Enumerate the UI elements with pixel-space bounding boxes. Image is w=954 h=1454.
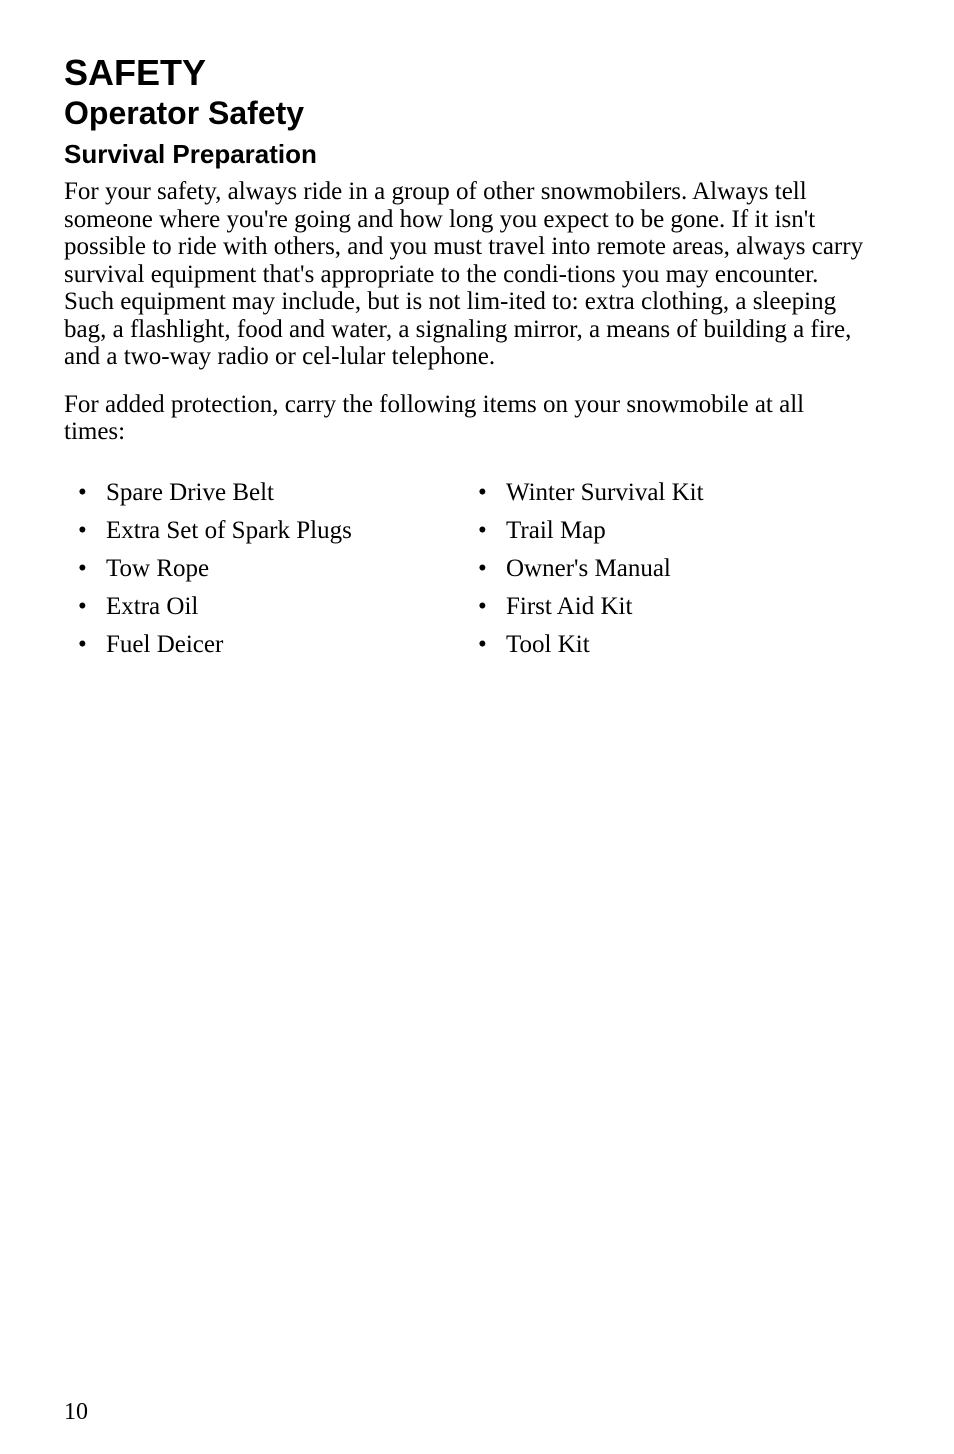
item-list-right bbox=[464, 474, 864, 664]
list-item-label: Owner's Manual bbox=[506, 554, 671, 582]
section-title: SAFETY bbox=[64, 52, 207, 93]
bullet-icon: • bbox=[78, 592, 87, 620]
list-item bbox=[464, 512, 864, 550]
list-item bbox=[64, 474, 464, 512]
bullet-icon: • bbox=[78, 630, 87, 658]
list-item bbox=[64, 588, 464, 626]
bullet-icon: • bbox=[478, 630, 487, 658]
topic-title: Survival Preparation bbox=[64, 139, 317, 169]
page-number: 10 bbox=[64, 1399, 88, 1425]
bullet-icon: • bbox=[478, 554, 487, 582]
bullet-icon: • bbox=[78, 516, 87, 544]
list-item-label: Spare Drive Belt bbox=[106, 478, 275, 506]
list-item bbox=[64, 626, 464, 664]
list-item-label: First Aid Kit bbox=[506, 592, 633, 620]
list-item bbox=[64, 550, 464, 588]
list-item bbox=[464, 474, 864, 512]
bullet-icon: • bbox=[478, 592, 487, 620]
bullet-icon: • bbox=[78, 478, 87, 506]
list-item bbox=[64, 512, 464, 550]
list-item-label: Tow Rope bbox=[106, 554, 210, 582]
bullet-icon: • bbox=[78, 554, 87, 582]
bullet-icon: • bbox=[478, 516, 487, 544]
page-content bbox=[64, 52, 864, 664]
list-item-label: Winter Survival Kit bbox=[506, 478, 704, 506]
subsection-title: Operator Safety bbox=[64, 95, 305, 131]
list-item bbox=[464, 626, 864, 664]
list-item-label: Tool Kit bbox=[506, 630, 590, 658]
bullet-icon: • bbox=[478, 478, 487, 506]
list-item-label: Fuel Deicer bbox=[106, 630, 224, 658]
list-item bbox=[464, 588, 864, 626]
list-item-label: Trail Map bbox=[506, 516, 606, 544]
item-list-left bbox=[64, 474, 464, 664]
paragraph-survival: For your safety, always ride in a group of other snowmobilers. Always tell someone where you're going and how long you expect to be gone. If it isn't possible to ride with others, and you must travel into remote areas, always carry survival equipment that's appropriate to the condi-tions you may encounter. Such equipment may include, but is not lim-ited to: extra clothing, a sleeping bag, a flashlight, food and water, a signaling mirror, a means of building a fire, and a two-way radio or cel-lular telephone. bbox=[64, 178, 864, 370]
list-item-label: Extra Oil bbox=[106, 592, 199, 620]
paragraph-protection: For added protection, carry the following items on your snowmobile at all times: bbox=[64, 390, 805, 445]
items-lists bbox=[64, 474, 864, 664]
list-item-label: Extra Set of Spark Plugs bbox=[106, 516, 352, 544]
list-item bbox=[464, 550, 864, 588]
